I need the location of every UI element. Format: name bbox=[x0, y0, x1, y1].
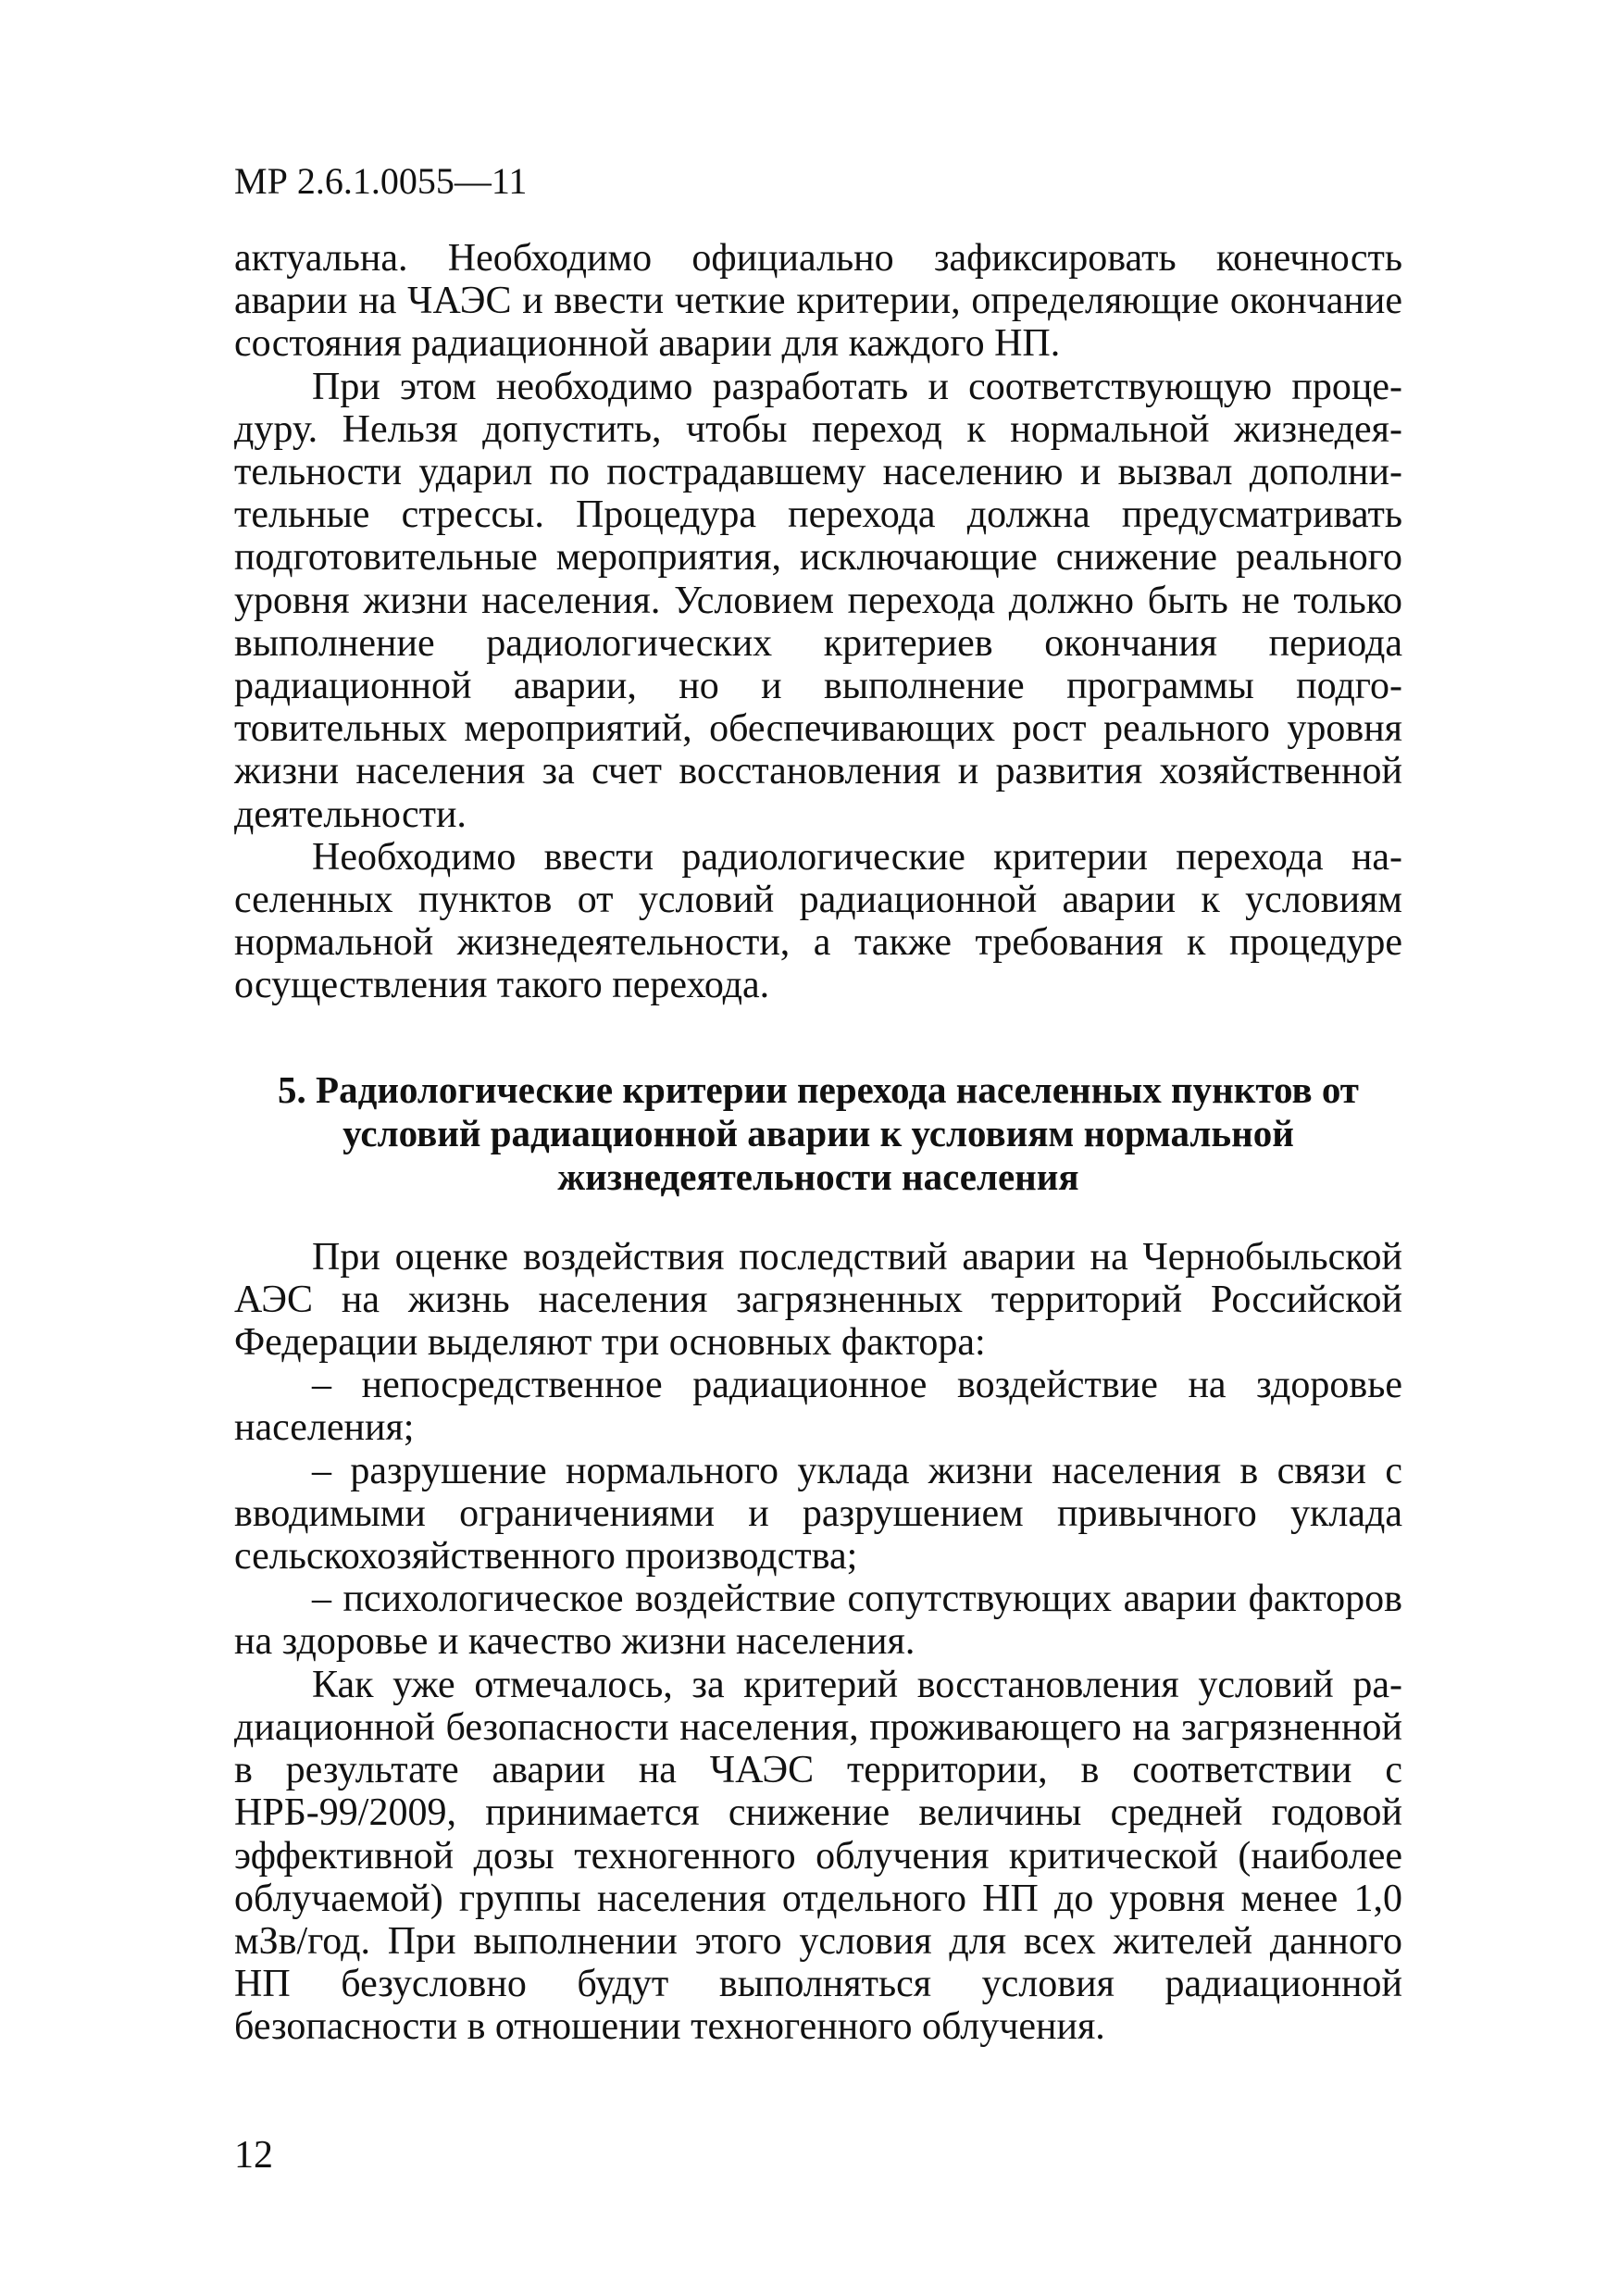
paragraph-transition-procedure: При этом необходимо разработать и соответствующую процедуру. Нельзя допустить, чтобы переход к нормальной жизнедеятельности ударил по пострадавшему населению и вызвал дополнительные стрессы. Процедура перехода должна предусматривать подготовительные мероприятия, исключающие снижение реального уровня жизни населения. Условием перехода должно быть не только выполнение радиологических критериев окончания периода радиационной аварии, но и выполнение программы подготовительных мероприятий, обеспечивающих рост реального уровня жизни населения за счет восстановления и развития хозяйственной деятельности. bbox=[234, 365, 1402, 836]
paragraph-three-factors: При оценке воздействия последствий аварии на Чернобыльской АЭС на жизнь населения загрязненных территорий Российской Федерации выделяют три основных фактора: bbox=[234, 1235, 1402, 1365]
paragraph-criteria-requirement: Необходимо ввести радиологические критерии перехода населенных пунктов от условий радиационной аварии к условиям нормальной жизнедеятельности, а также требования к процедуре осуществления такого перехода. bbox=[234, 835, 1402, 1007]
page-body bbox=[234, 237, 1402, 2049]
paragraph-recovery-criterion: Как уже отмечалось, за критерий восстановления условий радиационной безопасности населения, проживающего на загрязненной в результате аварии на ЧАЭС территории, в соответствии с НРБ-99/2009, принимается снижение величины средней годовой эффективной дозы техногенного облучения критической (наиболее облучаемой) группы населения отдельного НП до уровня менее 1,0 мЗв/год. При выполнении этого условия для всех жителей данного НП безусловно будут выполняться условия радиационной безопасности в отношении техногенного облучения. bbox=[234, 1663, 1402, 2049]
list-item-lifestyle-disruption: – разрушение нормального уклада жизни населения в связи с вводимыми ограничениями и разрушением привычного уклада сельскохозяйственного производства; bbox=[234, 1449, 1402, 1578]
list-item-radiation-impact: – непосредственное радиационное воздействие на здоровье населения; bbox=[234, 1364, 1402, 1450]
paragraph-continuation: актуальна. Необходимо официально зафиксировать конечность аварии на ЧАЭС и ввести четкие критерии, определяющие окончание состояния радиационной аварии для каждого НП. bbox=[234, 237, 1402, 366]
page-number: 12 bbox=[234, 2134, 273, 2177]
section-5-heading: 5. Радиологические критерии перехода населенных пунктов от условий радиационной аварии к условиям нормальной жизнедеятельности населения bbox=[278, 1067, 1359, 1198]
list-item-psychological-impact: – психологическое воздействие сопутствующих аварии факторов на здоровье и качество жизни населения. bbox=[234, 1578, 1402, 1664]
document-code-header: МР 2.6.1.0055—11 bbox=[234, 160, 528, 202]
